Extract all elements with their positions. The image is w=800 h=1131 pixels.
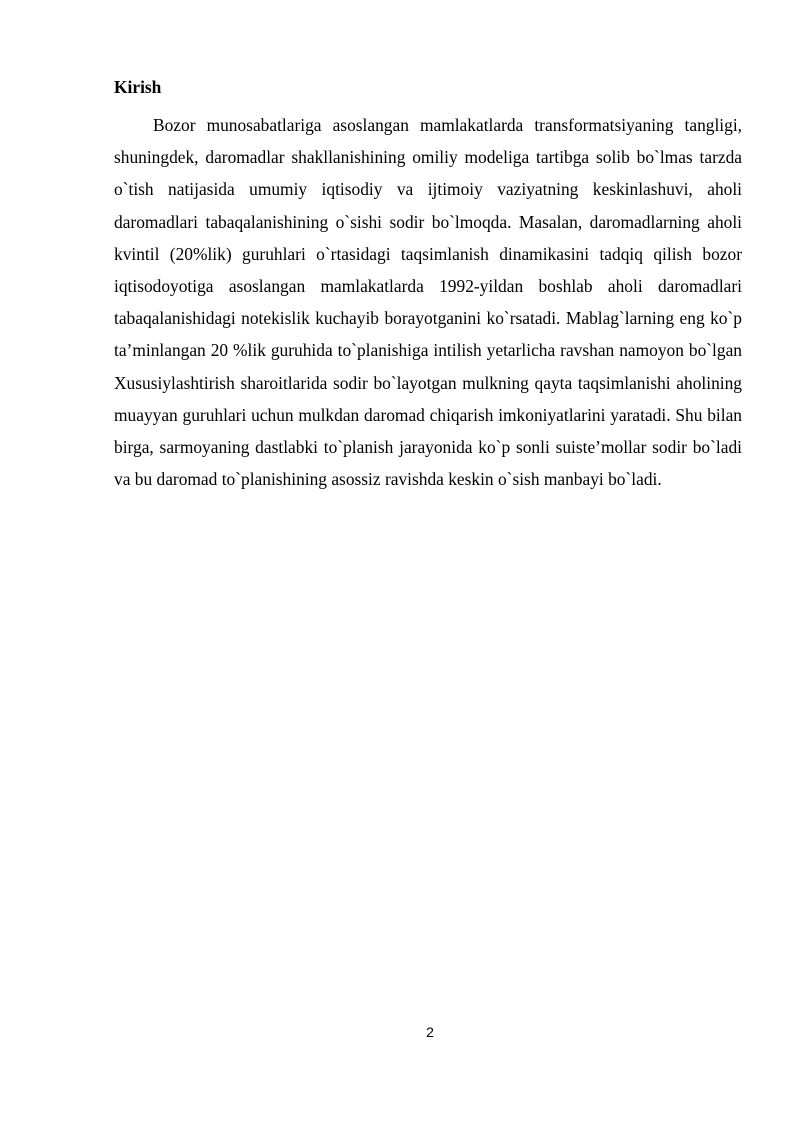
body-paragraph: Bozor munosabatlariga asoslangan mamlakatlarda transformatsiyaning tangligi, shuningdek, daromadlar shakllanishining omiliy modeliga tartibga solib bo`lmas tarzda o`tish natijasida umumiy iqtisodiy va ijtimoiy vaziyatning keskinlashuvi, aholi daromadlari tabaqalanishining o`sishi sodir bo`lmoqda. Masalan, daromadlarning aholi kvintil (20%lik) guruhlari o`rtasidagi taqsimlanish dinamikasini tadqiq qilish bozor iqtisodoyotiga asoslangan mamlakatlarda 1992-yildan boshlab aholi daromadlari tabaqalanishidagi notekislik kuchayib borayotganini ko`rsatadi. Mablag`larning eng ko`p ta’minlangan 20 %lik guruhida to`planishiga intilish yetarlicha ravshan namoyon bo`lgan Xususiylashtirish sharoitlarida sodir bo`layotgan mulkning qayta taqsimlanishi aholining muayyan guruhlari uchun mulkdan daromad chiqarish imkoniyatlarini yaratadi. Shu bilan birga, sarmoyaning dastlabki to`planish jarayonida ko`p sonli suiste’mollar sodir bo`ladi va bu daromad to`planishining asossiz ravishda keskin o`sish manbayi bo`ladi. — [114, 115, 742, 490]
page-number: 2 — [426, 1024, 434, 1040]
document-body — [114, 76, 742, 495]
section-heading: Kirish — [114, 77, 162, 97]
